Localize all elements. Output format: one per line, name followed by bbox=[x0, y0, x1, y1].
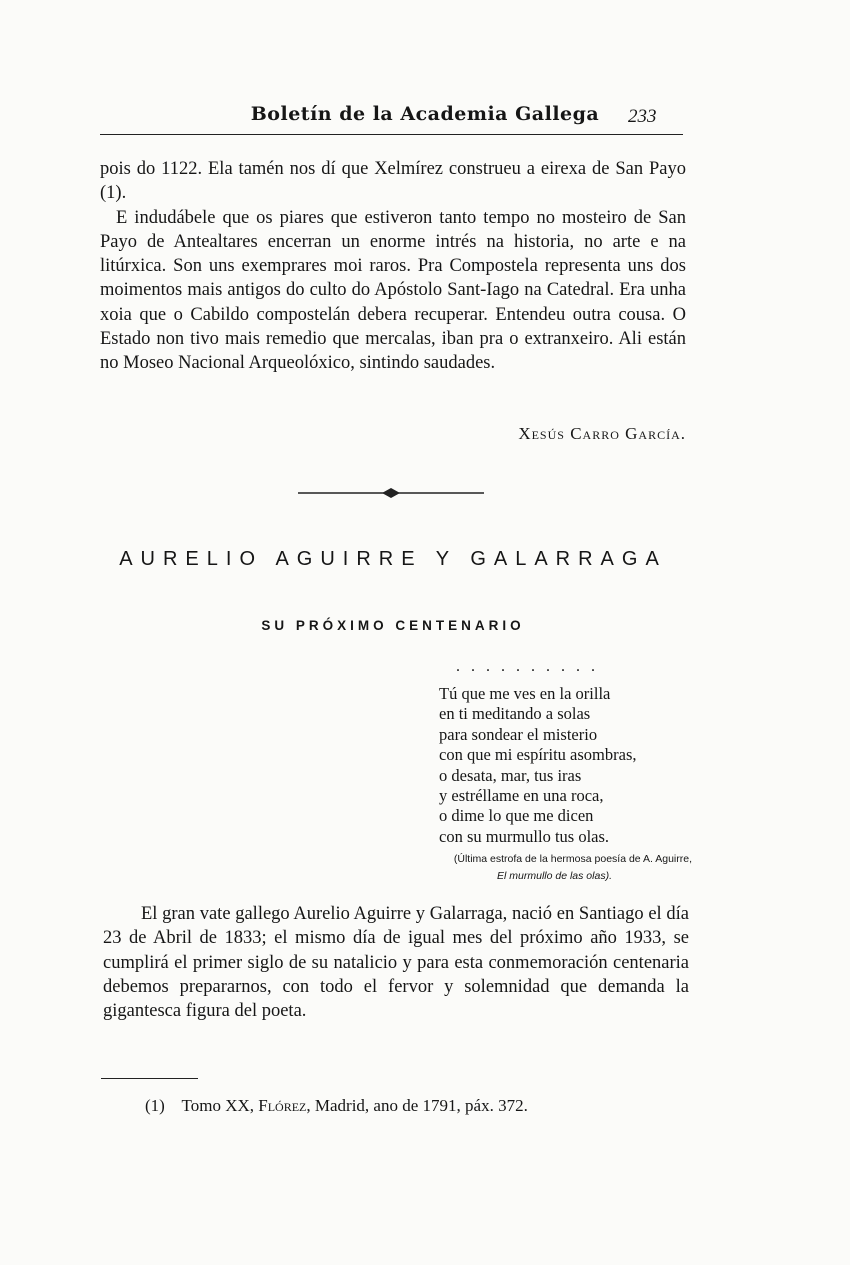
intro-paragraph-2: E indudábele que os piares que estiveron tanto tempo no mosteiro de San Payo de Antealtares encerran un enorme intrés na historia, no arte e na litúrxica. Son uns exemprares moi raros. Pra Compostela representa uns dos moimentos mais antigos do culto do Apóstolo Sant-Iago na Catedral. Era unha xoia que o Cabildo compostelán debera recuperar. Entendeu outra cousa. O Estado non tivo mais remedio que mercalas, iban pra o extranxeiro. Ali están no Moseo Nacional Arqueolóxico, sintindo saudades. bbox=[100, 207, 686, 374]
poem-line: o desata, mar, tus iras bbox=[439, 765, 582, 785]
poem-caption-source: El murmullo de las olas). bbox=[497, 870, 612, 882]
footnote-text-rest: Madrid, ano de 1791, páx. 372. bbox=[314, 1096, 528, 1115]
header-rule bbox=[100, 134, 683, 135]
footnote-marker: (1) bbox=[145, 1096, 165, 1115]
running-header: Boletín de la Academia Gallega bbox=[250, 103, 600, 125]
poem-ellipsis: .......... bbox=[456, 658, 606, 675]
page-number: 233 bbox=[628, 106, 657, 127]
poem-line: y estréllame en una roca, bbox=[439, 786, 604, 806]
poem-line: con su murmullo tus olas. bbox=[439, 826, 610, 846]
section-title: AURELIO AGUIRRE Y GALARRAGA bbox=[119, 548, 667, 570]
poem-line: o dime lo que me dicen bbox=[439, 806, 594, 826]
poem-caption bbox=[380, 851, 692, 885]
footnote-author: Flórez, bbox=[258, 1096, 311, 1115]
main-paragraph: El gran vate gallego Aurelio Aguirre y Galarraga, nació en Santiago el día 23 de Abril de 1833; el mismo día de igual mes del próximo año 1933, se cumplirá el primer siglo de su natalicio y para esta conmemoración centenaria debemos prepararnos, con todo el fervor y solemnidad que demanda la gigantesca figura del poeta. bbox=[103, 904, 689, 1022]
section-ornament bbox=[298, 486, 484, 500]
intro-text bbox=[100, 157, 686, 376]
poem-line: en ti meditando a solas bbox=[439, 704, 591, 724]
author-signature: Xesús Carro García. bbox=[518, 424, 686, 443]
footnote bbox=[145, 1096, 528, 1116]
footnote-rule bbox=[101, 1078, 198, 1079]
intro-paragraph-1: pois do 1122. Ela tamén nos dí que Xelmírez construeu a eirexa de San Payo (1). bbox=[100, 159, 686, 204]
poem-caption-line: (Última estrofa de la hermosa poesía de A. Aguirre, bbox=[453, 853, 692, 865]
poem-line: con que mi espíritu asombras, bbox=[439, 745, 637, 765]
footnote-text: Tomo XX, bbox=[181, 1096, 255, 1115]
poem-stanza bbox=[439, 684, 637, 847]
poem-line: Tú que me ves en la orilla bbox=[439, 684, 611, 703]
poem-line: para sondear el misterio bbox=[439, 724, 598, 744]
section-subtitle: SU PRÓXIMO CENTENARIO bbox=[261, 618, 525, 633]
main-text bbox=[103, 902, 689, 1023]
